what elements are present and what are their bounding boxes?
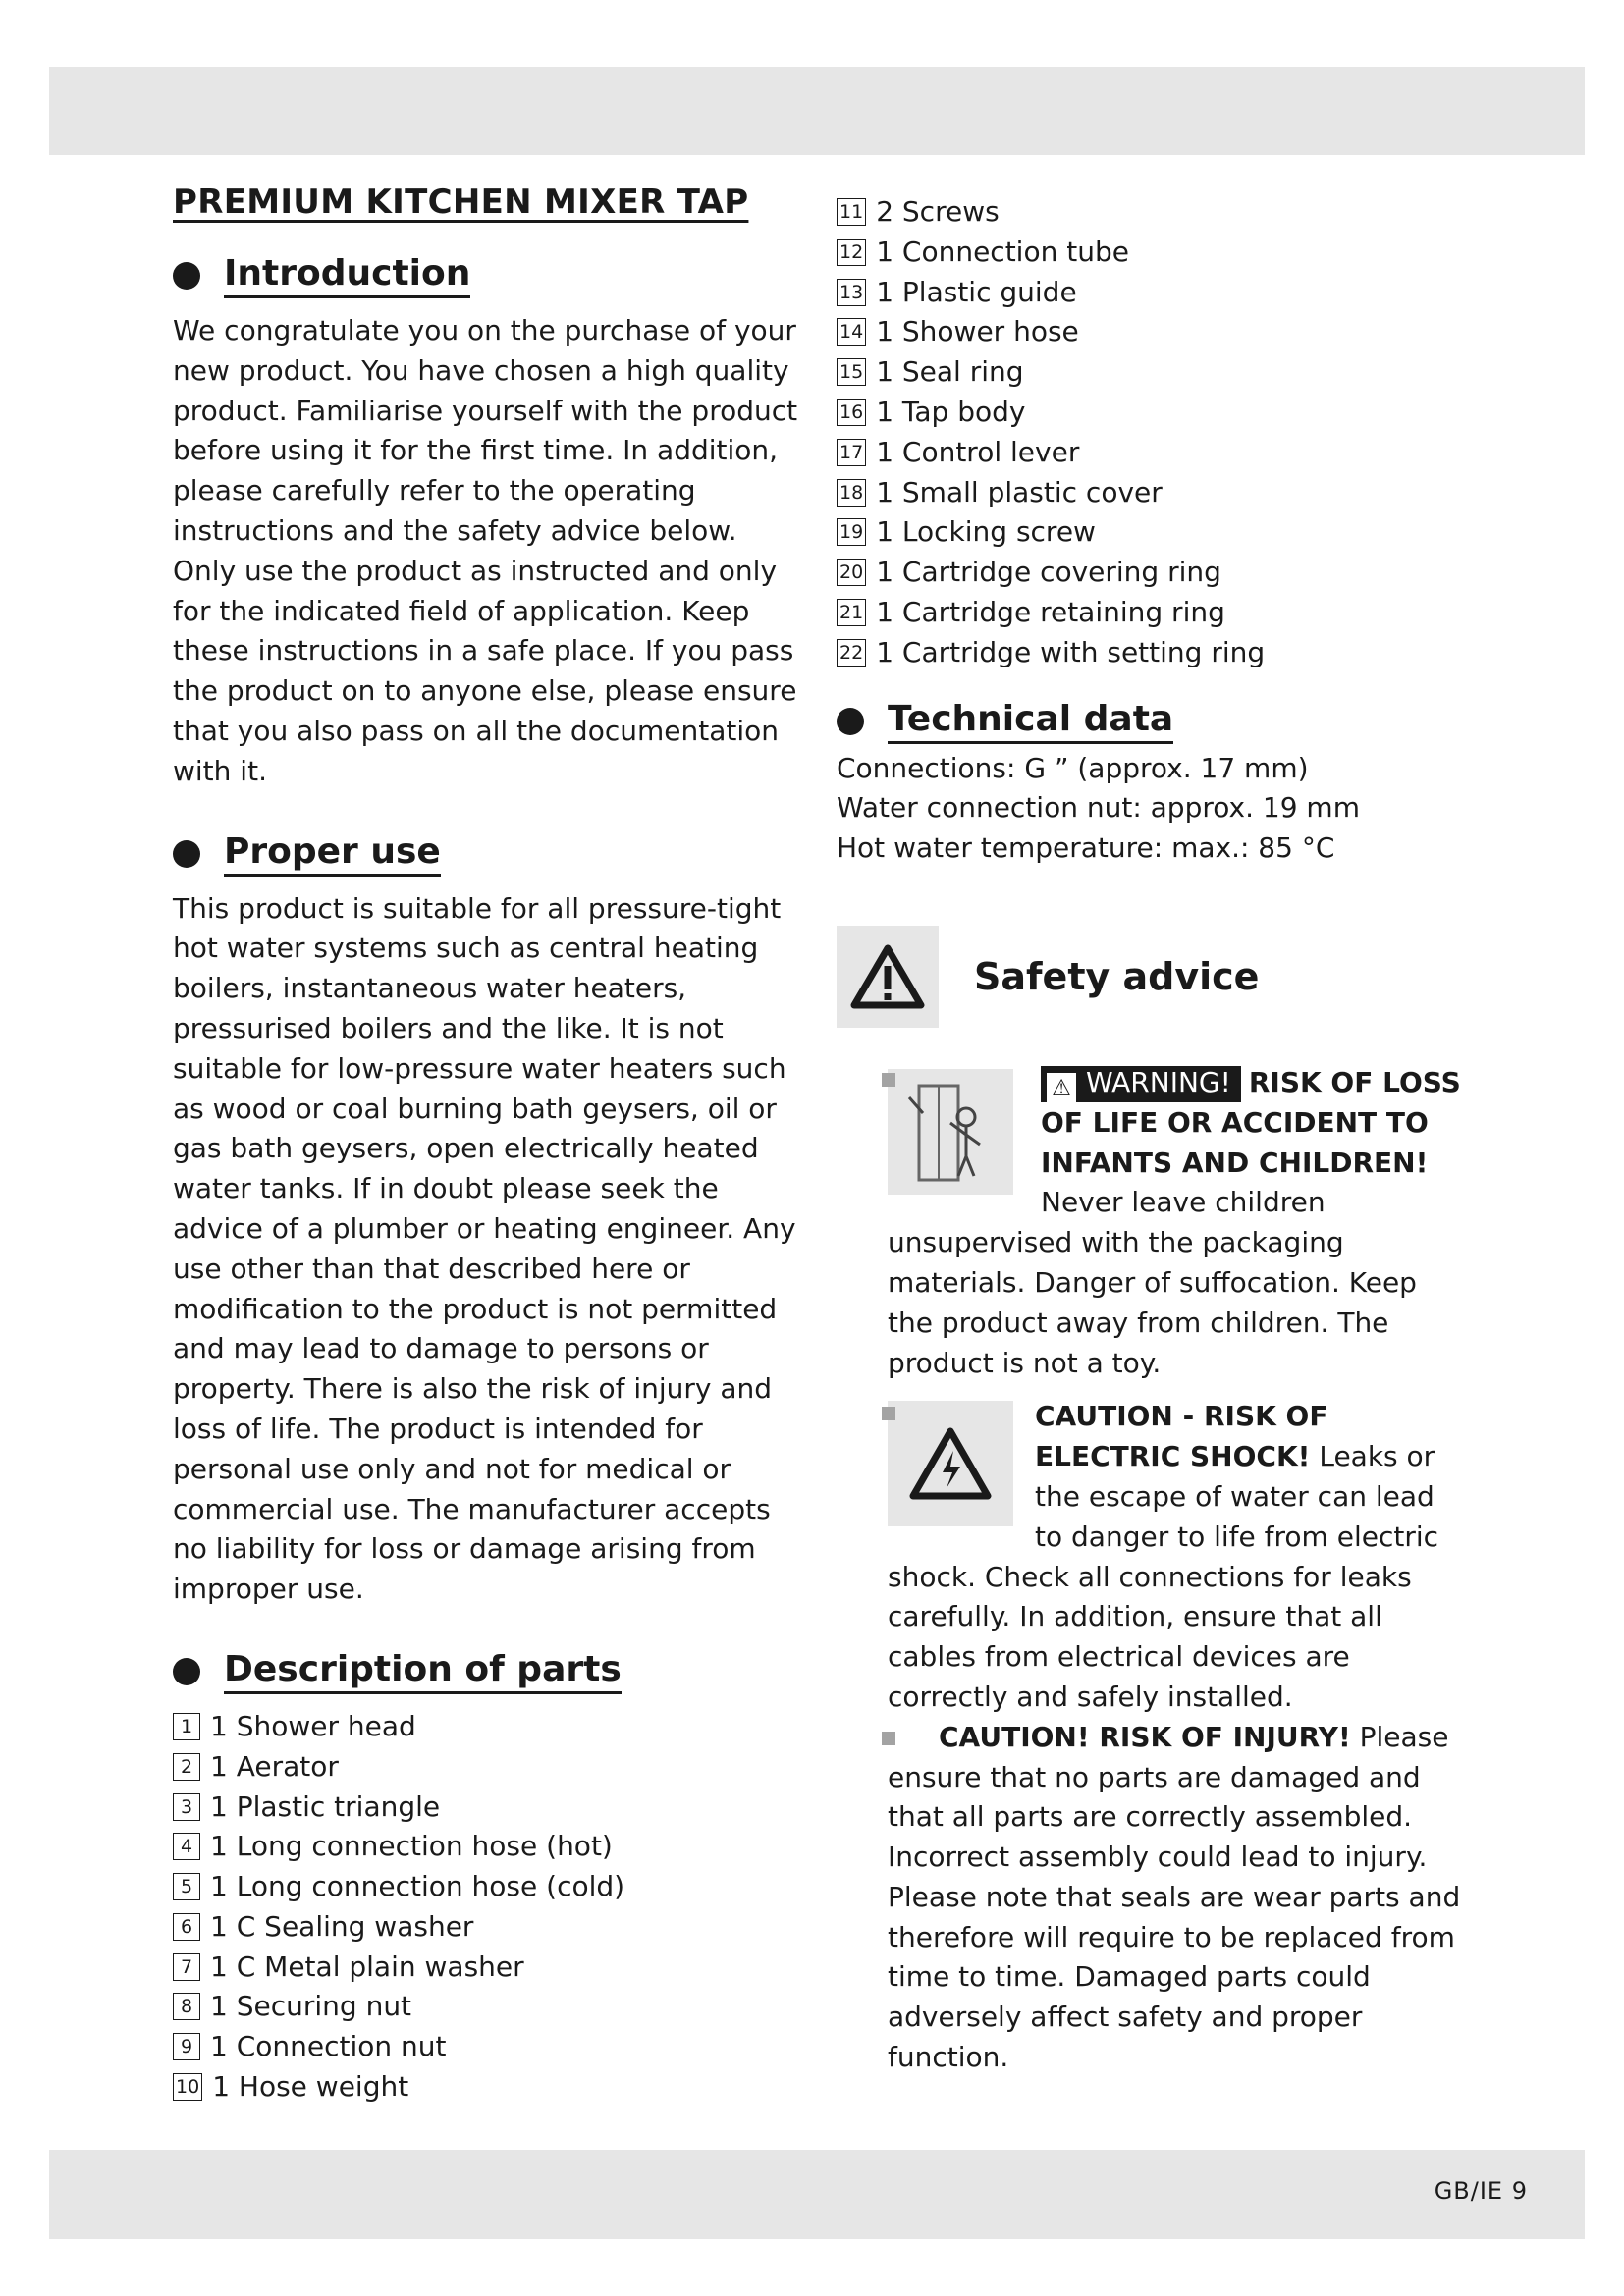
part-item [173, 1788, 801, 1828]
part-item [173, 2067, 801, 2108]
part-number-box: 1 [173, 1713, 200, 1740]
part-number-box: 9 [173, 2033, 200, 2060]
introduction-text: We congratulate you on the purchase of your new product. You have chosen a high quality product. Familiarise yourself with the product before using it for the first time. In addition, please carefully refer to the operating instructions and the safety advice below. Only use the product as instructed and only for the indicated field of application. Keep these instructions in a safe place. If you pass the product on to anyone else, please ensure that you also pass on all the documentation with it. [173, 314, 798, 787]
part-number-box: 7 [173, 1953, 200, 1981]
warning-badge: ⚠ WARNING! [1041, 1066, 1241, 1102]
part-number-box: 10 [173, 2073, 202, 2101]
proper-use-text: This product is suitable for all pressure-tight hot water systems such as central heating boilers, instantaneous water heaters, pressurised boilers and the like. It is not suitable for low-pressure water heaters such as wood or coal burning bath geysers, oil or gas bath geysers, open electrically heated water tanks. If in doubt please seek the advice of a plumber or heating engineer. Any use other than that described here or modification to the product is not permitted and may lead to damage to persons or property. There is also the risk of injury and loss of life. The product is intended for personal use only and not for medical or commercial use. The manufacturer accepts no liability for loss or damage arising from improper use. [173, 891, 796, 1606]
caution-injury-title: CAUTION! RISK OF INJURY! [939, 1720, 1351, 1753]
part-item [837, 352, 1465, 393]
bullet-icon [173, 1658, 200, 1685]
document-title: PREMIUM KITCHEN MIXER TAP [173, 183, 749, 222]
caution-electric-block [888, 1397, 1465, 1717]
header-band [49, 67, 1585, 155]
tech-connection-nut: Water connection nut: approx. 19 mm [837, 791, 1360, 825]
technical-heading: Technical data [888, 699, 1465, 739]
square-bullet-icon [882, 1407, 895, 1420]
part-label: 1 Aerator [210, 1749, 339, 1783]
part-item [173, 1948, 801, 1988]
parts-list [173, 1707, 801, 2108]
part-item [173, 1907, 801, 1948]
part-label: 1 Seal ring [876, 355, 1024, 389]
part-number-box: 20 [837, 559, 866, 586]
part-number-box: 12 [837, 239, 866, 266]
parts-heading: Description of parts [224, 1649, 801, 1689]
part-number-box: 3 [173, 1793, 200, 1821]
part-label: 1 Plastic triangle [210, 1789, 441, 1823]
part-label: 1 Long connection hose (cold) [210, 1870, 625, 1903]
part-label: 1 Cartridge retaining ring [876, 595, 1225, 628]
part-item [837, 273, 1465, 313]
part-label: 1 Shower hose [876, 315, 1079, 348]
part-number-box: 8 [173, 1993, 200, 2020]
warning-children-text: Never leave children unsupervised with the packaging materials. Danger of suffocation. Keep the product away from children. The product is not a toy. [888, 1186, 1417, 1379]
warning-children-block [888, 1063, 1465, 1383]
part-label: 1 C Metal plain washer [210, 1949, 524, 1983]
part-number-box: 14 [837, 318, 866, 346]
part-label: 1 Shower head [210, 1709, 416, 1742]
part-number-box: 16 [837, 399, 866, 426]
tech-connections: Connections: G ” (approx. 17 mm) [837, 751, 1309, 784]
part-item [837, 593, 1465, 633]
part-label: 1 Connection tube [876, 235, 1129, 268]
parts-list-continued [837, 192, 1465, 673]
part-item [173, 2027, 801, 2067]
electric-shock-icon [888, 1401, 1013, 1526]
warning-children-title: RISK OF LOSS OF LIFE OR ACCIDENT TO INFANTS AND CHILDREN! [1041, 1065, 1461, 1179]
part-label: 1 Hose weight [212, 2070, 409, 2104]
part-number-box: 15 [837, 358, 866, 386]
part-item [837, 512, 1465, 553]
caution-injury-text: Please ensure that no parts are damaged and that all parts are correctly assembled. Incorrect assembly could lead to injury. Please note that seals are wear parts and therefore will require to be replaced from time to time. Damaged parts could adversely affect safety and proper function. [888, 1720, 1461, 2074]
square-bullet-icon [882, 1073, 895, 1087]
caution-electric-text: Leaks or the escape of water can lead to danger to life from electric shock. Check all connections for leaks carefully. In addition, ensure that all cables from electrical devices are correctly and safely installed. [888, 1440, 1439, 1713]
warning-triangle-icon: ⚠ [1047, 1073, 1076, 1102]
part-item [837, 553, 1465, 593]
part-label: 1 C Sealing washer [210, 1909, 474, 1943]
safety-heading: Safety advice [974, 954, 1260, 998]
page-number: GB/IE 9 [1434, 2177, 1528, 2205]
part-number-box: 4 [173, 1833, 200, 1860]
part-item [837, 473, 1465, 513]
part-number-box: 21 [837, 599, 866, 626]
part-item [173, 1987, 801, 2027]
part-item [173, 1707, 801, 1747]
part-label: 1 Control lever [876, 435, 1080, 468]
part-number-box: 18 [837, 479, 866, 507]
part-number-box: 19 [837, 518, 866, 546]
bullet-icon [837, 708, 864, 735]
safety-heading-row [837, 926, 1465, 1028]
part-item [173, 1867, 801, 1907]
tech-hot-water: Hot water temperature: max.: 85 °C [837, 831, 1335, 865]
part-label: 1 Long connection hose (hot) [210, 1830, 613, 1863]
child-window-icon [888, 1069, 1013, 1195]
warning-triangle-icon [837, 926, 939, 1028]
part-item [173, 1827, 801, 1867]
part-label: 1 Small plastic cover [876, 475, 1163, 508]
part-label: 1 Plastic guide [876, 275, 1077, 308]
part-number-box: 13 [837, 279, 866, 306]
part-item [837, 393, 1465, 433]
part-number-box: 5 [173, 1873, 200, 1900]
part-item [837, 633, 1465, 673]
caution-electric-title: CAUTION - RISK OF ELECTRIC SHOCK! [1035, 1400, 1328, 1473]
footer-band [49, 2150, 1585, 2239]
part-number-box: 22 [837, 639, 866, 667]
part-item [837, 312, 1465, 352]
square-bullet-icon [882, 1732, 895, 1745]
part-label: 1 Cartridge covering ring [876, 556, 1221, 589]
part-label: 1 Securing nut [210, 1990, 412, 2023]
caution-injury-block [888, 1718, 1465, 2078]
part-label: 1 Cartridge with setting ring [876, 635, 1266, 668]
part-number-box: 2 [173, 1753, 200, 1781]
left-column [173, 183, 801, 2108]
part-number-box: 17 [837, 439, 866, 466]
part-label: 1 Locking screw [876, 515, 1096, 549]
part-item [837, 233, 1465, 273]
part-label: 2 Screws [876, 195, 1000, 228]
part-label: 1 Tap body [876, 395, 1026, 428]
introduction-heading: Introduction [224, 253, 801, 294]
bullet-icon [173, 262, 200, 290]
part-label: 1 Connection nut [210, 2030, 447, 2063]
proper-use-heading: Proper use [224, 831, 801, 872]
part-item [837, 433, 1465, 473]
right-column [837, 192, 1465, 2078]
part-item [837, 192, 1465, 233]
part-number-box: 11 [837, 198, 866, 226]
bullet-icon [173, 840, 200, 868]
part-number-box: 6 [173, 1913, 200, 1941]
part-item [173, 1747, 801, 1788]
